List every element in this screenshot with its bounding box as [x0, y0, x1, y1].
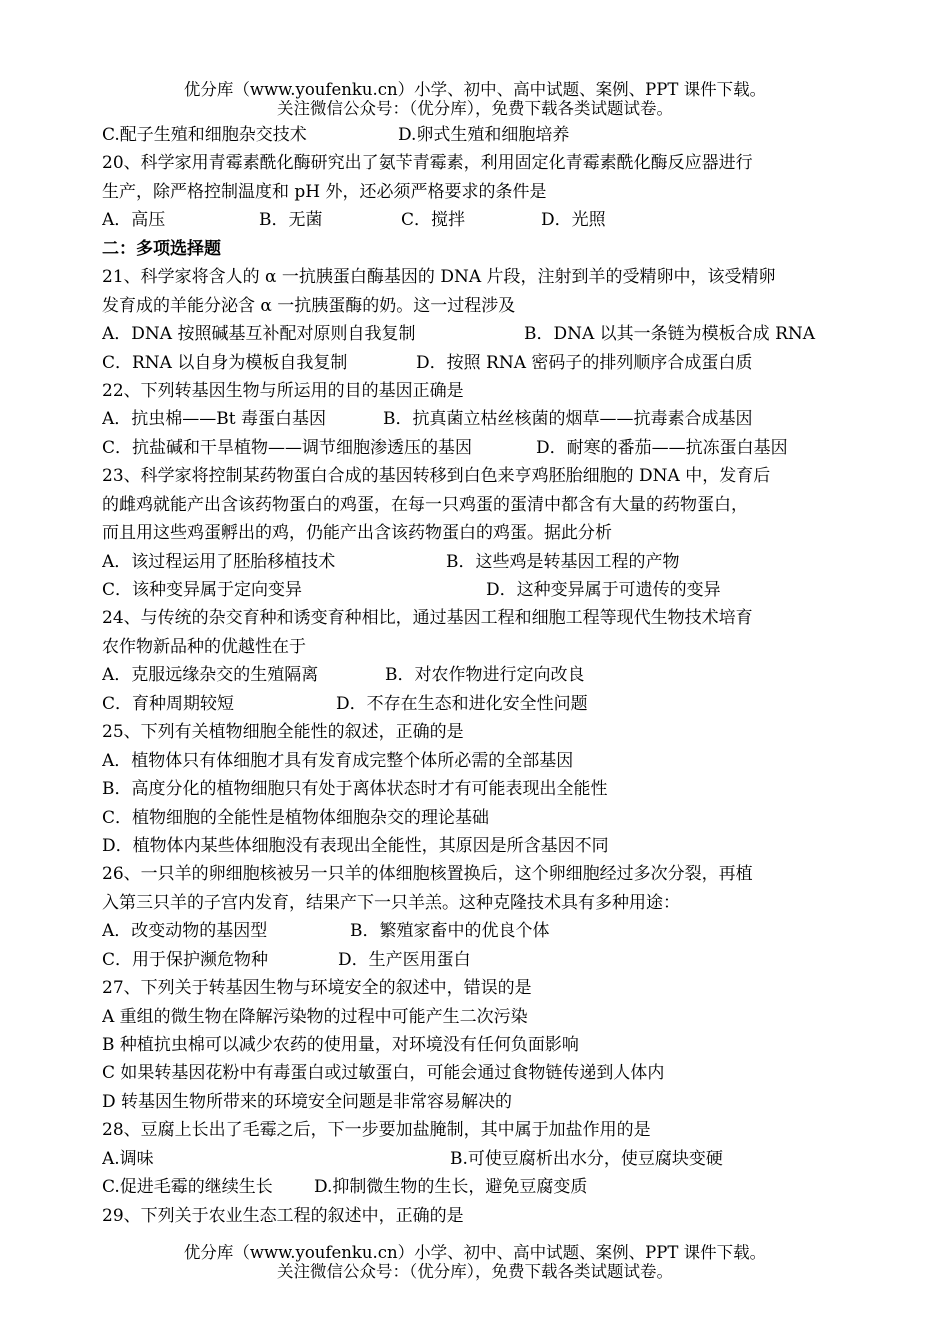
q28-option-b: B.可使豆腐析出水分，使豆腐块变硬 — [450, 1148, 723, 1169]
q23-option-d: D．这种变异属于可遗传的变异 — [486, 580, 721, 600]
q25-option-c: C．植物细胞的全能性是植物体细胞杂交的理论基础 — [102, 807, 490, 828]
q23-options-cd — [102, 576, 850, 604]
q28-stem: 28、豆腐上长出了毛霉之后，下一步要加盐腌制，其中属于加盐作用的是 — [102, 1120, 651, 1141]
q20-stem-line2: 生产，除严格控制温度和 pH 外，还必须严格要求的条件是 — [102, 181, 547, 202]
q27-option-d: D 转基因生物所带来的环境安全问题是非常容易解决的 — [102, 1091, 513, 1112]
page-header-line1: 优分库（www.youfenku.cn）小学、初中、高中试题、案例、PPT 课件下载。 — [183, 80, 767, 99]
q25-option-a: A．植物体只有体细胞才具有发育成完整个体所必需的全部基因 — [102, 750, 574, 771]
q20-stem-line1: 20、科学家用青霉素酰化酶研究出了氨苄青霉素，利用固定化青霉素酰化酶反应器进行 — [102, 153, 753, 174]
q21-stem-line2: 发育成的羊能分泌含 α 一抗胰蛋酶的奶。这一过程涉及 — [102, 295, 516, 316]
q22-option-c: C．抗盐碱和干旱植物——调节细胞渗透压的基因 — [102, 437, 473, 458]
q22-option-d: D．耐寒的番茄——抗冻蛋白基因 — [536, 437, 788, 458]
q28-options-ab — [102, 1145, 850, 1173]
q28-option-c: C.促进毛霉的继续生长 — [102, 1177, 273, 1198]
q23-option-a: A．该过程运用了胚胎移植技术 — [102, 551, 336, 572]
q26-options-ab — [102, 917, 850, 945]
q27-option-c: C 如果转基因花粉中有毒蛋白或过敏蛋白，可能会通过食物链传递到人体内 — [102, 1063, 665, 1084]
q24-option-c: C．育种周期较短 — [102, 693, 235, 714]
q25-option-d: D．植物体内某些体细胞没有表现出全能性，其原因是所含基因不同 — [102, 835, 609, 856]
q28-option-a: A.调味 — [102, 1148, 154, 1169]
q20-option-d: D．光照 — [541, 210, 606, 231]
q23-option-b: B．这些鸡是转基因工程的产物 — [446, 551, 680, 572]
q28-option-d: D.抑制微生物的生长，避免豆腐变质 — [314, 1177, 588, 1198]
q27-option-a: A 重组的微生物在降解污染物的过程中可能产生二次污染 — [102, 1006, 528, 1027]
q27-option-b: B 种植抗虫棉可以减少农药的使用量，对环境没有任何负面影响 — [102, 1035, 579, 1055]
q22-stem: 22、下列转基因生物与所运用的目的基因正确是 — [102, 380, 464, 401]
q19-option-c: C.配子生殖和细胞杂交技术 — [102, 125, 307, 145]
q23-stem-line2: 的雌鸡就能产出含该药物蛋白的鸡蛋，在每一只鸡蛋的蛋清中都含有大量的药物蛋白， — [102, 494, 748, 515]
page-header-line2: 关注微信公众号：（优分库），免费下载各类试题试卷。 — [277, 99, 673, 118]
q28-options-cd — [102, 1173, 850, 1201]
q22-option-b: B．抗真菌立枯丝核菌的烟草——抗毒素合成基因 — [383, 409, 753, 430]
q20-option-c: C．搅拌 — [401, 210, 466, 231]
q24-option-d: D．不存在生态和进化安全性问题 — [336, 693, 588, 714]
q26-stem-line1: 26、一只羊的卵细胞核被另一只羊的体细胞核置换后，这个卵细胞经过多次分裂，再植 — [102, 864, 753, 885]
q20-options — [102, 206, 850, 234]
q24-stem-line1: 24、与传统的杂交育种和诱变育种相比，通过基因工程和细胞工程等现代生物技术培育 — [102, 608, 753, 629]
q26-option-d: D．生产医用蛋白 — [338, 949, 471, 970]
q26-option-a: A．改变动物的基因型 — [102, 921, 268, 942]
q24-options-ab — [102, 661, 850, 689]
q21-stem-line1: 21、科学家将含人的 α 一抗胰蛋白酶基因的 DNA 片段，注射到羊的受精卵中，该受精卵 — [102, 267, 776, 288]
section-title-multiple-choice: 二：多项选择题 — [102, 238, 221, 259]
q19-options-cd — [102, 121, 850, 149]
q21-option-b: B．DNA 以其一条链为模板合成 RNA — [524, 324, 816, 345]
q22-option-a: A．抗虫棉——Bt 毒蛋白基因 — [102, 409, 327, 430]
q26-option-b: B．繁殖家畜中的优良个体 — [350, 921, 550, 942]
q20-option-a: A．高压 — [102, 210, 166, 231]
q24-option-b: B．对农作物进行定向改良 — [385, 665, 585, 686]
q27-stem: 27、下列关于转基因生物与环境安全的叙述中，错误的是 — [102, 978, 532, 999]
q26-options-cd — [102, 946, 850, 974]
q25-option-b: B．高度分化的植物细胞只有处于离体状态时才有可能表现出全能性 — [102, 779, 608, 800]
q24-stem-line2: 农作物新品种的优越性在于 — [102, 636, 306, 657]
q20-option-b: B．无菌 — [259, 210, 323, 231]
q23-stem-line1: 23、科学家将控制某药物蛋白合成的基因转移到白色来亨鸡胚胎细胞的 DNA 中，发育后 — [102, 466, 771, 487]
q22-options-ab — [102, 405, 850, 433]
q21-option-d: D．按照 RNA 密码子的排列顺序合成蛋白质 — [416, 352, 753, 373]
q26-option-c: C．用于保护濒危物种 — [102, 949, 269, 970]
q21-options-ab — [102, 320, 850, 348]
q23-options-ab — [102, 548, 850, 576]
q24-options-cd — [102, 690, 850, 718]
question-body — [102, 121, 850, 1230]
q26-stem-line2: 入第三只羊的子宫内发育，结果产下一只羊羔。这种克隆技术具有多种用途： — [102, 892, 680, 913]
q21-option-c: C．RNA 以自身为模板自我复制 — [102, 352, 348, 373]
q25-stem: 25、下列有关植物细胞全能性的叙述，正确的是 — [102, 722, 464, 743]
page-footer-line1: 优分库（www.youfenku.cn）小学、初中、高中试题、案例、PPT 课件下载。 — [183, 1243, 767, 1262]
q24-option-a: A．克服远缘杂交的生殖隔离 — [102, 665, 319, 686]
q29-stem: 29、下列关于农业生态工程的叙述中，正确的是 — [102, 1205, 464, 1226]
q23-stem-line3: 而且用这些鸡蛋孵出的鸡，仍能产出含该药物蛋白的鸡蛋。据此分析 — [102, 523, 612, 544]
page-footer-line2: 关注微信公众号：（优分库），免费下载各类试题试卷。 — [277, 1262, 673, 1281]
q21-options-cd — [102, 349, 850, 377]
q22-options-cd — [102, 434, 850, 462]
q23-option-c: C．该种变异属于定向变异 — [102, 580, 303, 600]
q19-option-d: D.卵式生殖和细胞培养 — [398, 125, 570, 145]
q21-option-a: A．DNA 按照碱基互补配对原则自我复制 — [102, 324, 416, 345]
